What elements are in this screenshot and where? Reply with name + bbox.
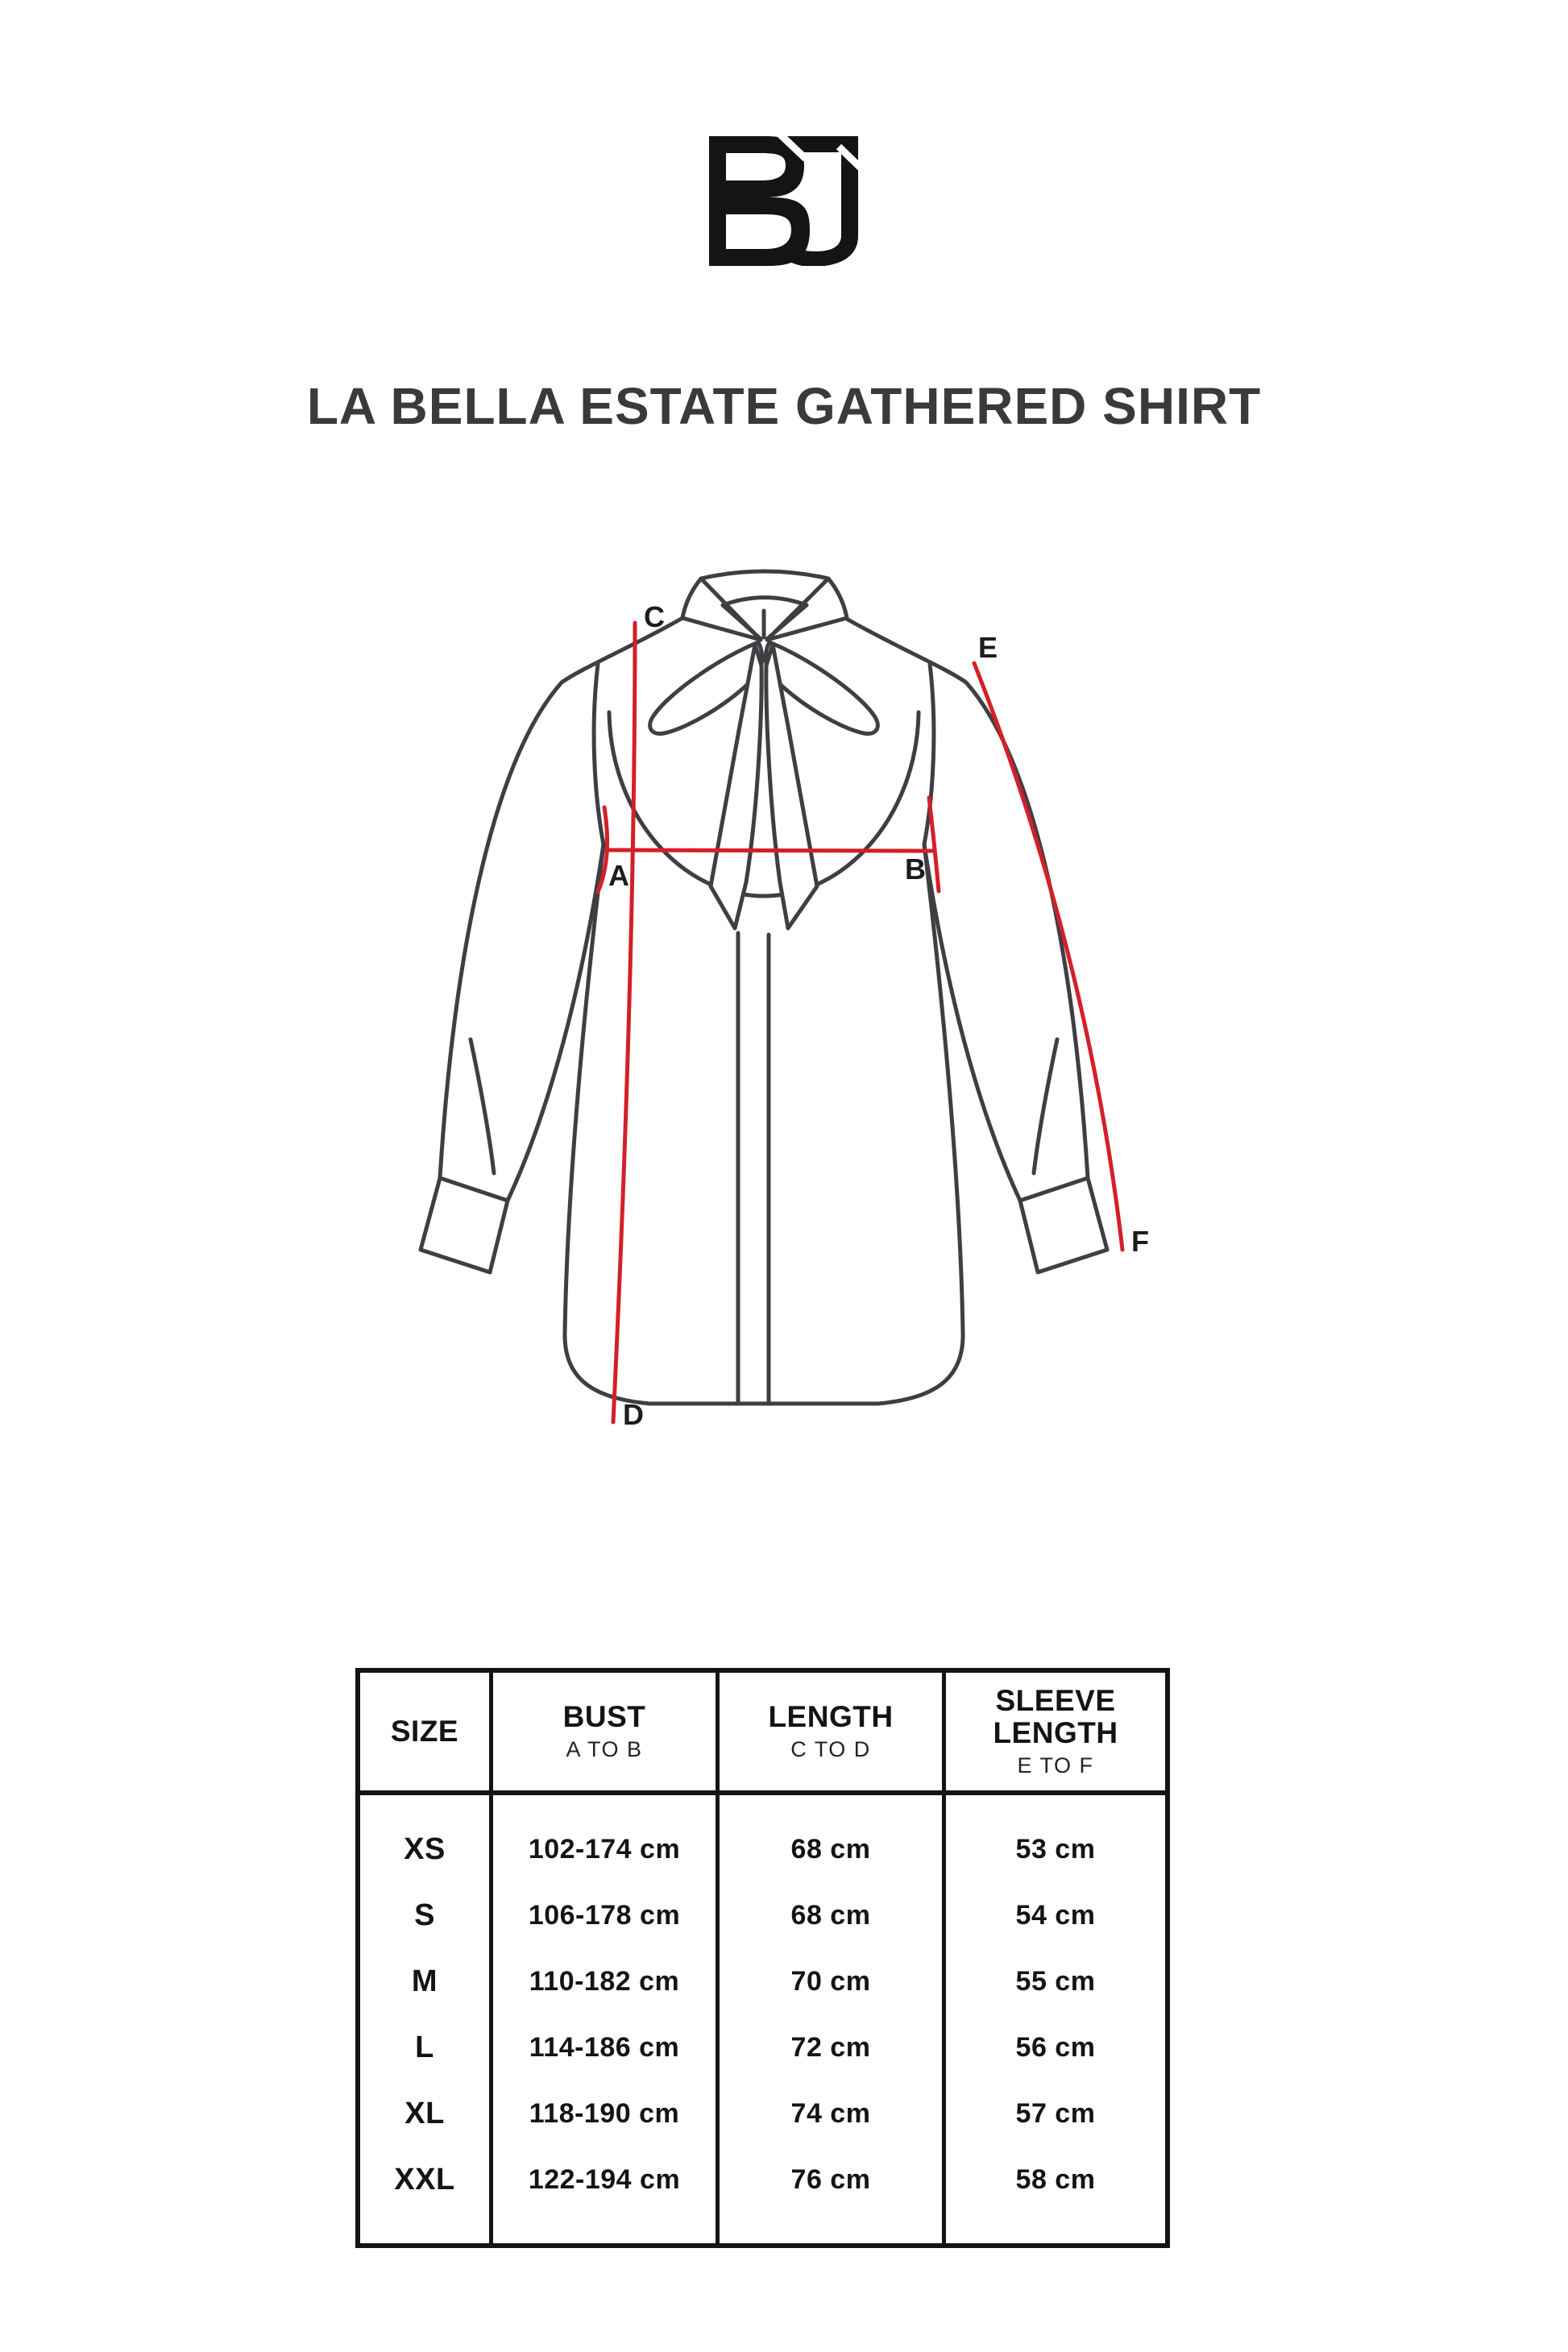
column-header-bust: [493, 1673, 720, 1790]
size-table-header: [360, 1673, 1165, 1795]
right-cuff: [1020, 1178, 1107, 1272]
sleeve-length-value: 56 cm: [1015, 2031, 1096, 2063]
marker-label-e: E: [977, 631, 998, 664]
column-header-sub: E TO F: [1017, 1753, 1094, 1778]
left-sleeve-outer: [440, 618, 682, 1178]
length-value: 68 cm: [790, 1899, 871, 1931]
length-value: 72 cm: [790, 2031, 871, 2063]
left-cuff: [421, 1178, 508, 1272]
measurement-diagram: [387, 532, 1193, 1466]
measure-line-e-f: [974, 663, 1122, 1250]
bib-yoke-curve: [609, 712, 919, 896]
bust-value: 114-186 cm: [529, 2031, 680, 2063]
column-header-sub: A TO B: [566, 1737, 643, 1762]
column-header-label: LENGTH: [768, 1699, 894, 1733]
product-title: LA BELLA ESTATE GATHERED SHIRT: [306, 377, 1262, 435]
collar-band-curve: [723, 598, 807, 606]
measure-line-c-d: [613, 623, 635, 1422]
letter-b-stem: [709, 136, 726, 266]
column-header-size: [360, 1673, 493, 1790]
brand-monogram-icon: [709, 136, 858, 266]
collar-outer-curve: [701, 571, 828, 579]
size-value: L: [415, 2030, 434, 2064]
size-value: XL: [404, 2096, 445, 2130]
size-column: [360, 1795, 493, 2243]
size-table-body: [360, 1795, 1165, 2243]
right-sleeve-gather-line: [1034, 1039, 1057, 1173]
brand-logo: [709, 136, 858, 266]
bust-value: 106-178 cm: [528, 1899, 681, 1931]
size-value: M: [411, 1964, 438, 1998]
column-header-length: [720, 1673, 946, 1790]
marker-label-d: D: [623, 1398, 644, 1431]
marker-label-b: B: [905, 852, 926, 886]
sleeve-length-value: 58 cm: [1015, 2163, 1096, 2195]
sleeve-length-column: [946, 1795, 1165, 2243]
collar-and-bow: [650, 571, 878, 928]
size-value: XXL: [394, 2162, 455, 2196]
right-sleeve-inner-seam: [924, 844, 1020, 1201]
marker-label-a: A: [608, 859, 629, 892]
length-column: [720, 1795, 946, 2243]
size-table: [355, 1668, 1170, 2248]
column-header-label: SIZE: [390, 1715, 459, 1748]
marker-label-f: F: [1131, 1225, 1149, 1258]
bust-value: 110-182 cm: [529, 1965, 680, 1997]
sleeve-length-value: 54 cm: [1015, 1899, 1096, 1931]
left-sleeve-inner-seam: [508, 844, 604, 1201]
size-value: S: [414, 1898, 435, 1932]
bust-value: 122-194 cm: [528, 2163, 681, 2195]
measure-line-a-b: [607, 850, 933, 851]
bust-value: 118-190 cm: [529, 2097, 680, 2129]
column-header-sub: C TO D: [790, 1737, 871, 1762]
column-header-label: SLEEVE LENGTH: [993, 1683, 1118, 1749]
size-value: XS: [404, 1831, 446, 1866]
left-sleeve-gather-line: [471, 1039, 494, 1173]
left-armhole: [594, 664, 604, 844]
column-header-sleeve-length: [946, 1673, 1165, 1790]
sleeve-length-value: 53 cm: [1015, 1833, 1096, 1865]
length-value: 68 cm: [790, 1833, 871, 1865]
sleeve-length-value: 57 cm: [1015, 2097, 1096, 2129]
column-header-label: BUST: [562, 1699, 646, 1733]
bust-value: 102-174 cm: [528, 1833, 681, 1865]
length-value: 76 cm: [790, 2163, 871, 2195]
bust-column: [493, 1795, 720, 2243]
measurement-lines: [598, 623, 1122, 1422]
length-value: 70 cm: [790, 1965, 871, 1997]
sleeve-length-value: 55 cm: [1015, 1965, 1096, 1997]
marker-label-c: C: [644, 600, 665, 633]
length-value: 74 cm: [790, 2097, 871, 2129]
shirt-outline: [421, 618, 1107, 1404]
